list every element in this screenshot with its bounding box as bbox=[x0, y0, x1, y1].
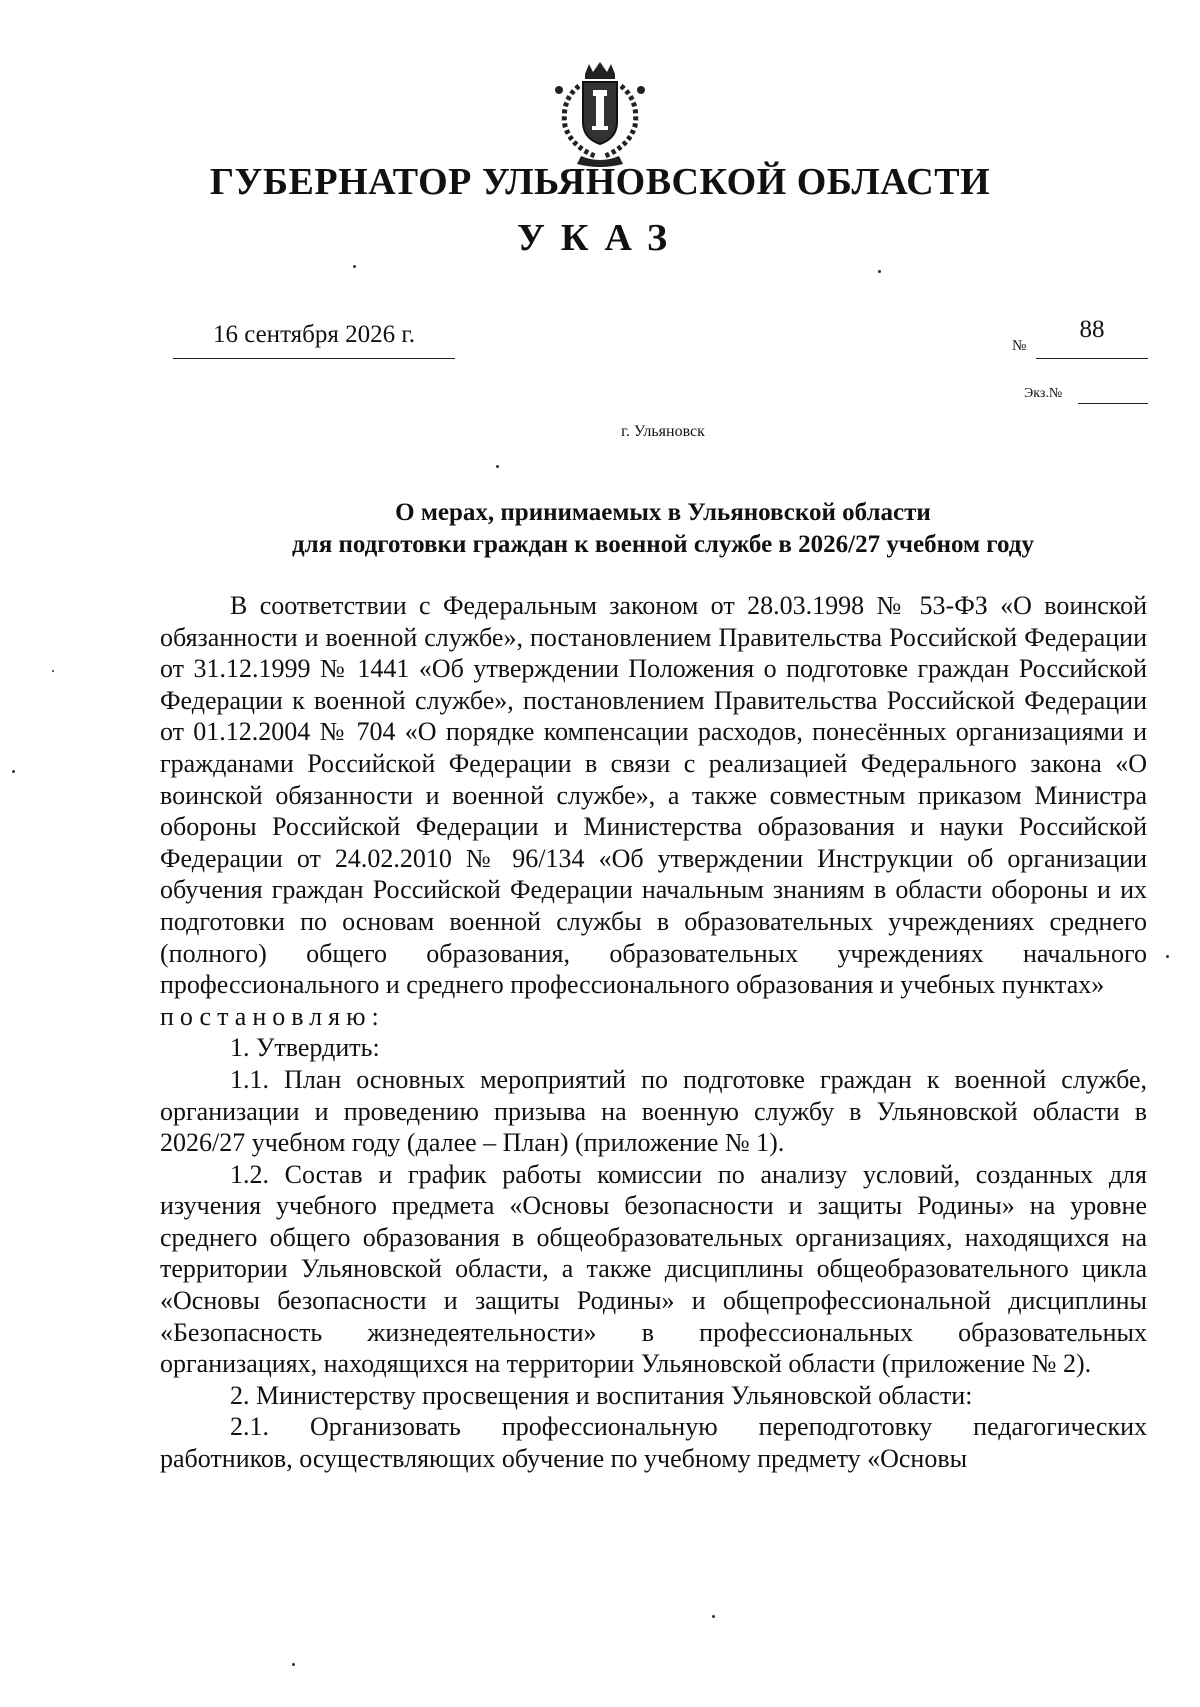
city: г. Ульяновск bbox=[621, 423, 705, 440]
decree-title-line-2: для подготовки граждан к военной службе в 2026/27 учебном году bbox=[292, 531, 1034, 558]
item-2-1: 2.1. Организовать профессиональную переподготовку педагогических работников, осуществляющих обучение по учебному предмету «Основы bbox=[160, 1412, 1147, 1474]
scan-speck bbox=[52, 670, 54, 672]
item-2: 2. Министерству просвещения и воспитания Ульяновской области: bbox=[230, 1380, 973, 1410]
preamble-paragraph: В соответствии с Федеральным законом от 28.03.1998 № 53-ФЗ «О воинской обязанности и военной службе», постановлением Правительства Российской Федерации от 31.12.1999 № 1441 «Об утверждении Положения о подготовке граждан Российской Федерации к военной службе», постановлением Правительства Российской Федерации от 01.12.2004 № 704 «О порядке компенсации расходов, понесённых организациями и гражданами Российской Федерации в связи с реализацией Федерального закона «О воинской обязанности и военной службе», а также совместным приказом Министра обороны Российской Федерации и Министерства образования и науки Российской Федерации от 24.02.2010 № 96/134 «Об утверждении Инструкции об организации обучения граждан Российской Федерации начальным знаниям в области обороны и их подготовки по основам военной службы в образовательных учреждениях среднего (полного) общего образования, образовательных учреждениях начального профессионального и среднего профессионального образования и учебных пунктах» bbox=[160, 591, 1147, 1000]
item-1-1: 1.1. План основных мероприятий по подготовке граждан к военной службе, организации и проведению призыва на военную службу в Ульяновской области в 2026/27 учебном году (далее – План) (приложение № 1). bbox=[160, 1064, 1147, 1158]
organization-title: ГУБЕРНАТОР УЛЬЯНОВСКОЙ ОБЛАСТИ bbox=[209, 161, 991, 203]
scan-speck bbox=[12, 770, 15, 773]
scan-speck bbox=[496, 465, 499, 468]
decree-date: 16 сентября 2026 г. bbox=[173, 312, 455, 359]
item-1: 1. Утвердить: bbox=[230, 1033, 380, 1063]
decree-title-line-1: О мерах, принимаемых в Ульяновской области bbox=[395, 499, 931, 526]
decree-body bbox=[160, 590, 1147, 1475]
decree-title bbox=[0, 497, 1200, 561]
copy-number-line bbox=[1078, 386, 1148, 404]
document-type: УКАЗ bbox=[517, 217, 683, 259]
item-1-2: 1.2. Состав и график работы комиссии по анализу условий, созданных для изучения учебного предмета «Основы безопасности и защиты Родины» на уровне среднего общего образования в общеобразовательных организациях, находящихся на территории Ульяновской области, а также дисциплины общеобразовательного цикла «Основы безопасности и защиты Родины» и общепрофессиональной дисциплины «Безопасность жизнедеятельности» в профессиональных образовательных организациях, находящихся на территории Ульяновской области (приложение № 2). bbox=[160, 1159, 1147, 1379]
scan-speck bbox=[353, 265, 356, 268]
number-sign: № bbox=[1012, 338, 1027, 354]
decree-number: 88 bbox=[1036, 318, 1148, 359]
copy-number-label: Экз.№ bbox=[1024, 386, 1063, 401]
decree-word: постановляю: bbox=[160, 1001, 385, 1031]
scan-speck bbox=[1166, 955, 1169, 958]
scan-speck bbox=[878, 270, 881, 273]
scan-speck bbox=[292, 1663, 295, 1666]
scan-speck bbox=[712, 1615, 715, 1618]
coat-of-arms-icon bbox=[535, 60, 665, 168]
